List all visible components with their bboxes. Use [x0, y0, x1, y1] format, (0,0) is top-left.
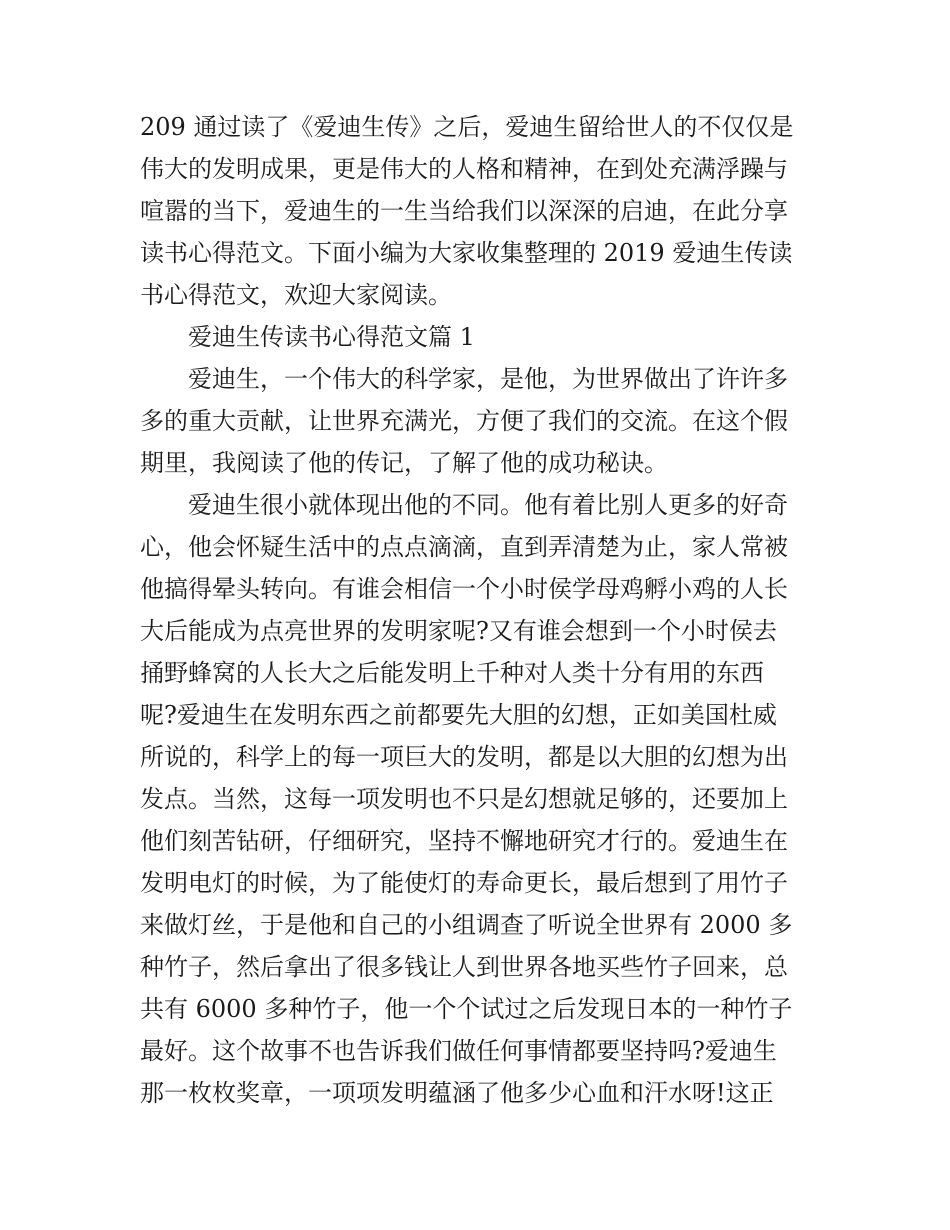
- text-line: 那一枚枚奖章，一项项发明蕴涵了他多少心血和汗水呀!这正: [140, 1079, 774, 1107]
- text-line: 他搞得晕头转向。有谁会相信一个小时侯学母鸡孵小鸡的人长: [140, 575, 788, 603]
- section-title: 爱迪生传读书心得范文篇 1: [188, 323, 475, 351]
- text-line: 爱迪生，一个伟大的科学家，是他，为世界做出了许许多: [188, 365, 788, 393]
- text-line: 所说的，科学上的每一项巨大的发明，都是以大胆的幻想为出: [140, 743, 788, 771]
- text-line: 心，他会怀疑生活中的点点滴滴，直到弄清楚为止，家人常被: [140, 533, 788, 561]
- text-line: 多的重大贡献，让世界充满光，方便了我们的交流。在这个假: [140, 407, 788, 435]
- text-line: 期里，我阅读了他的传记，了解了他的成功秘诀。: [140, 449, 668, 477]
- text-line: 他们刻苦钻研，仔细研究，坚持不懈地研究才行的。爱迪生在: [140, 827, 788, 855]
- paragraph-2: [140, 484, 820, 1114]
- text-line: 发明电灯的时候，为了能使灯的寿命更长，最后想到了用竹子: [140, 869, 788, 897]
- text-line: 喧嚣的当下，爱迪生的一生当给我们以深深的启迪，在此分享: [140, 197, 788, 225]
- text-line: 来做灯丝，于是他和自己的小组调查了听说全世界有 2000 多: [140, 911, 793, 939]
- text-line: 种竹子，然后拿出了很多钱让人到世界各地买些竹子回来，总: [140, 953, 788, 981]
- text-line: 捅野蜂窝的人长大之后能发明上千种对人类十分有用的东西: [140, 659, 764, 687]
- text-line: 共有 6000 多种竹子，他一个个试过之后发现日本的一种竹子: [140, 995, 793, 1023]
- text-line: 发点。当然，这每一项发明也不只是幻想就足够的，还要加上: [140, 785, 788, 813]
- text-line: 伟大的发明成果，更是伟大的人格和精神，在到处充满浮躁与: [140, 155, 788, 183]
- text-line: 大后能成为点亮世界的发明家呢?又有谁会想到一个小时侯去: [140, 617, 777, 645]
- text-line: 呢?爱迪生在发明东西之前都要先大胆的幻想，正如美国杜威: [140, 701, 777, 729]
- text-line: 最好。这个故事不也告诉我们做任何事情都要坚持吗?爱迪生: [140, 1037, 777, 1065]
- intro-paragraph: [140, 106, 820, 316]
- text-line: 209 通过读了《爱迪生传》之后，爱迪生留给世人的不仅仅是: [140, 113, 794, 141]
- text-line: 读书心得范文。下面小编为大家收集整理的 2019 爱迪生传读: [140, 239, 793, 267]
- document-body: [140, 106, 820, 1114]
- paragraph-1: [140, 358, 820, 484]
- text-line: 书心得范文，欢迎大家阅读。: [140, 281, 452, 309]
- text-line: 爱迪生很小就体现出他的不同。他有着比别人更多的好奇: [188, 491, 788, 519]
